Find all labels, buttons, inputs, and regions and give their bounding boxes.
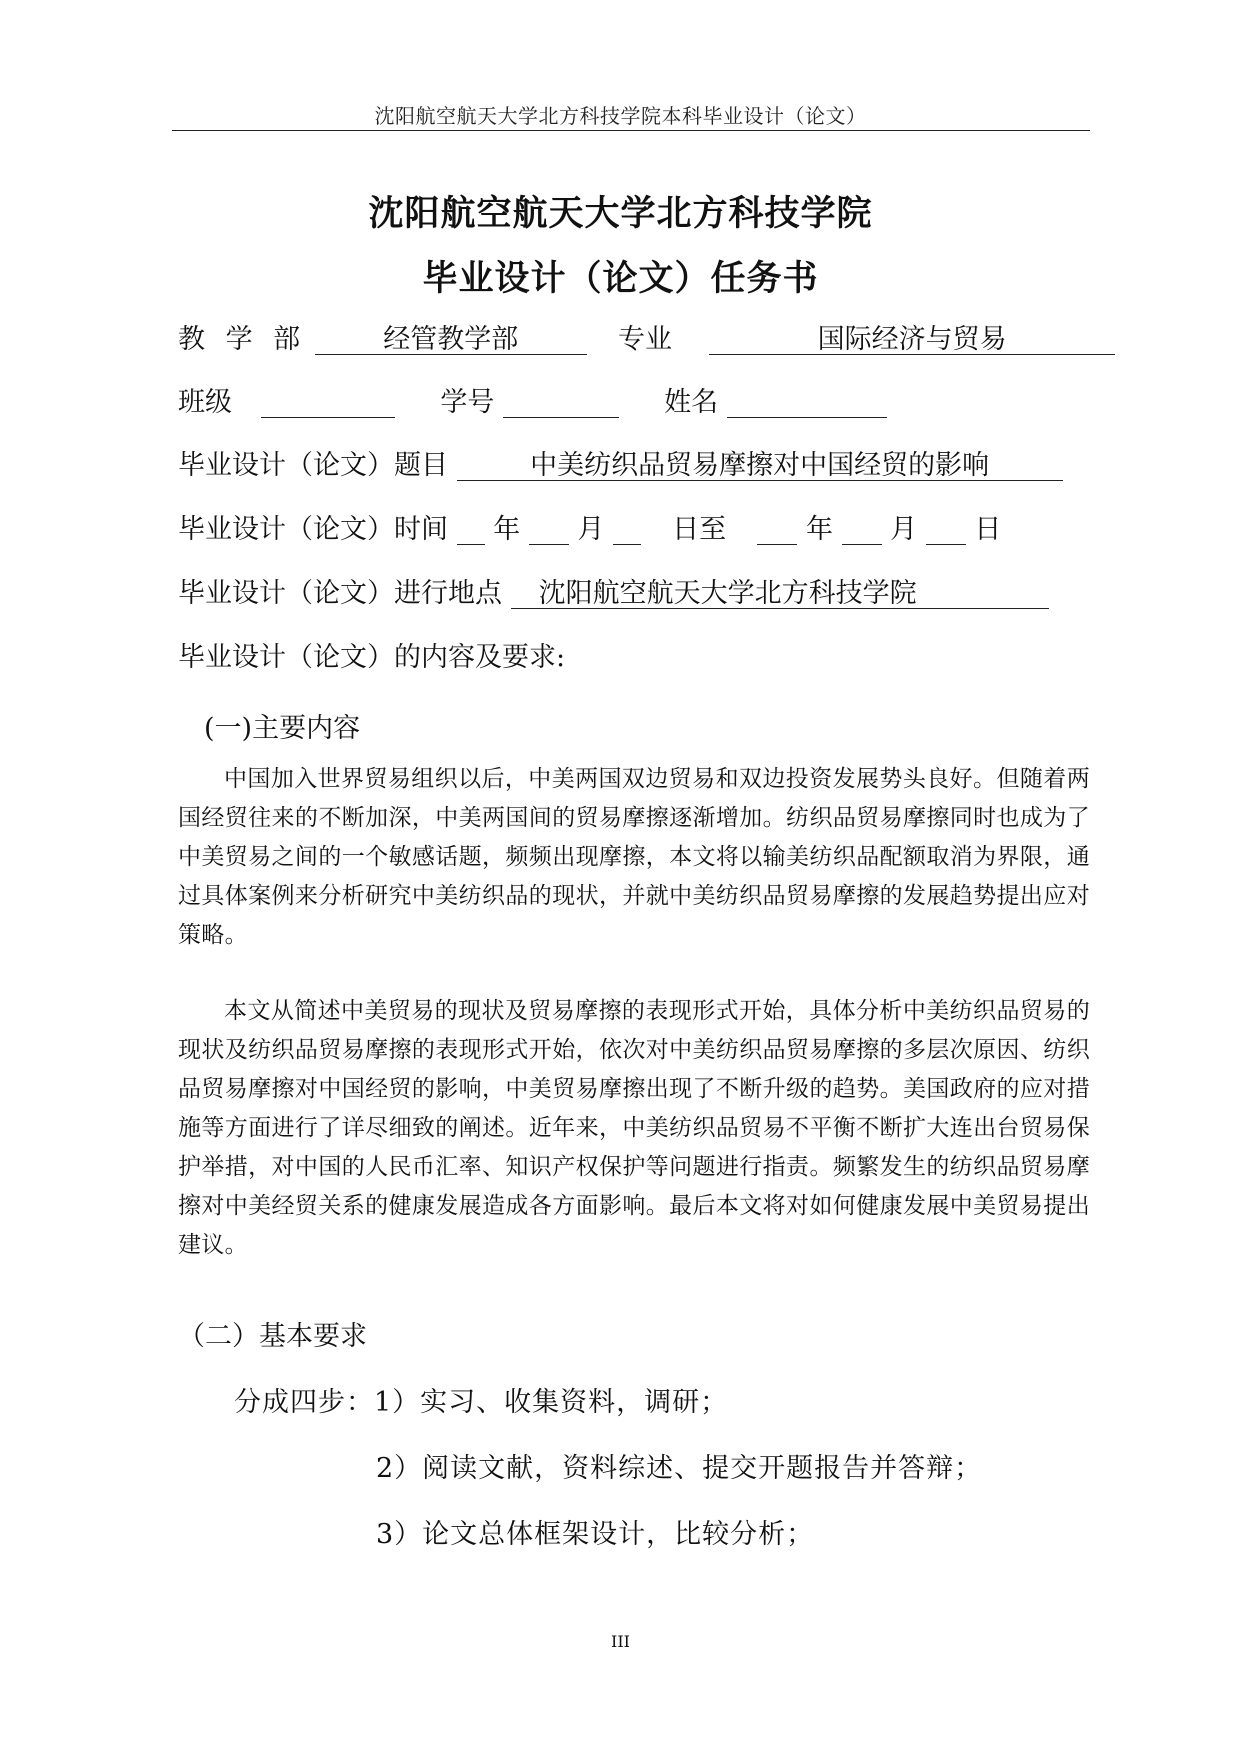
name-field (727, 383, 887, 418)
dept-field (315, 320, 587, 355)
place-label: 毕业设计（论文）进行地点 (178, 578, 502, 609)
major-field (709, 320, 1115, 355)
time-month2-unit: 月 (890, 514, 918, 545)
form-row-topic (178, 446, 1063, 486)
topic-label: 毕业设计（论文）题目 (178, 450, 448, 481)
time-month-field (529, 510, 569, 545)
content-label: 毕业设计（论文）的内容及要求: (178, 642, 566, 673)
place-field (511, 574, 1049, 609)
form-row-place (178, 574, 1049, 614)
time-year-unit: 年 (493, 514, 521, 545)
student-id-label: 学号 (440, 387, 495, 418)
document-title-line2: 毕业设计（论文）任务书 (422, 258, 819, 299)
place-value: 沈阳航空航天大学北方科技学院 (538, 578, 917, 609)
topic-field (457, 446, 1063, 481)
time-day2-field (926, 510, 966, 545)
running-header: 沈阳航空航天大学北方科技学院本科毕业设计（论文） (374, 104, 867, 128)
time-month2-field (842, 510, 882, 545)
class-label: 班级 (178, 387, 232, 418)
step-3: 3）论文总体框架设计，比较分析； (376, 1519, 815, 1550)
time-year-field (457, 510, 485, 545)
time-day-to: 日至 (672, 514, 727, 545)
section2-heading: （二）基本要求 (178, 1321, 367, 1352)
class-field (261, 383, 395, 418)
step-1: 分成四步：1）实习、收集资料，调研； (234, 1387, 729, 1418)
major-value: 国际经济与贸易 (817, 324, 1007, 355)
time-label: 毕业设计（论文）时间 (178, 514, 448, 545)
time-month-unit: 月 (577, 514, 605, 545)
major-label: 专业 (617, 324, 672, 355)
dept-label: 教 学 部 (178, 324, 307, 355)
page-number: III (611, 1632, 630, 1651)
dept-value: 经管教学部 (383, 324, 519, 355)
form-row-student (178, 383, 887, 423)
student-id-field (503, 383, 619, 418)
header-rule (172, 130, 1090, 131)
document-title-line1: 沈阳航空航天大学北方科技学院 (368, 193, 873, 234)
topic-value: 中美纺织品贸易摩擦对中国经贸的影响 (530, 450, 990, 481)
name-label: 姓名 (664, 387, 719, 418)
form-row-department (178, 320, 1115, 360)
form-row-content-label (178, 638, 565, 678)
time-year2-unit: 年 (805, 514, 833, 545)
section1-heading: (一)主要内容 (204, 713, 361, 744)
time-day2-unit: 日 (974, 514, 1002, 545)
time-year2-field (757, 510, 797, 545)
section1-paragraph-2: 本文从简述中美贸易的现状及贸易摩擦的表现形式开始，具体分析中美纺织品贸易的现状及纺织品贸易摩擦的表现形式开始，依次对中美纺织品贸易摩擦的多层次原因、纺织品贸易摩擦对中国经贸的影响，中美贸易摩擦出现了不断升级的趋势。美国政府的应对措施等方面进行了详尽细致的阐述。近年来，中美纺织品贸易不平衡不断扩大连出台贸易保护举措，对中国的人民币汇率、知识产权保护等问题进行指责。频繁发生的纺织品贸易摩擦对中美经贸关系的健康发展造成各方面影响。最后本文将对如何健康发展中美贸易提出建议。 (178, 998, 1090, 1258)
step-2: 2）阅读文献，资料综述、提交开题报告并答辩； (376, 1453, 983, 1484)
section1-paragraph-1: 中国加入世界贸易组织以后，中美两国双边贸易和双边投资发展势头良好。但随着两国经贸往来的不断加深，中美两国间的贸易摩擦逐渐增加。纺织品贸易摩擦同时也成为了中美贸易之间的一个敏感话题，频频出现摩擦，本文将以输美纺织品配额取消为界限，通过具体案例来分析研究中美纺织品的现状，并就中美纺织品贸易摩擦的发展趋势提出应对策略。 (178, 766, 1090, 948)
time-day-field (613, 510, 641, 545)
form-row-time (178, 510, 1001, 550)
